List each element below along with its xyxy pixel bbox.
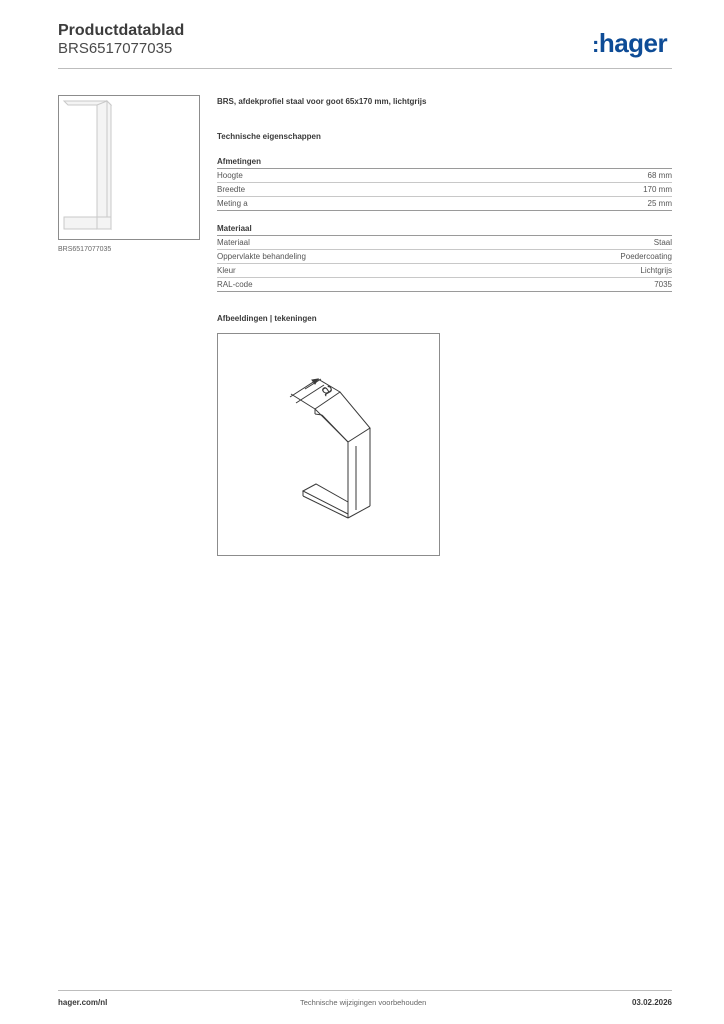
row-value: Staal (653, 238, 672, 247)
thumbnail-caption: BRS6517077035 (58, 246, 112, 253)
section-heading: Afmetingen (217, 156, 672, 169)
row-value: 25 mm (647, 199, 672, 208)
row-label: Oppervlakte behandeling (217, 252, 306, 261)
material-section (217, 223, 672, 292)
article-number: BRS6517077035 (58, 40, 173, 57)
row-value: 170 mm (643, 185, 672, 194)
table-row (217, 169, 672, 183)
header-divider (58, 68, 672, 69)
table-row (217, 264, 672, 278)
table-row (217, 250, 672, 264)
footer-website: hager.com/nl (58, 998, 108, 1007)
row-label: Kleur (217, 266, 236, 275)
table-row (217, 197, 672, 211)
row-label: Meting a (217, 199, 248, 208)
table-row (217, 278, 672, 292)
table-row (217, 236, 672, 250)
footer-disclaimer: Technische wijzigingen voorbehouden (300, 998, 427, 1007)
images-section-title: Afbeeldingen | tekeningen (217, 314, 317, 323)
row-label: Materiaal (217, 238, 250, 247)
page-title: Productdatablad (58, 22, 185, 39)
product-thumbnail (58, 95, 200, 240)
dimensions-section (217, 156, 672, 211)
footer-divider (58, 990, 672, 991)
row-label: Hoogte (217, 171, 243, 180)
technical-drawing (217, 333, 440, 556)
row-label: Breedte (217, 185, 246, 194)
product-description: BRS, afdekprofiel staal voor goot 65x170 mm, lichtgrijs (217, 97, 427, 106)
row-value: 68 mm (647, 171, 672, 180)
section-heading: Materiaal (217, 223, 672, 236)
dimension-label-a: a (317, 380, 339, 399)
row-label: RAL-code (217, 280, 253, 289)
row-value: Lichtgrijs (640, 266, 672, 275)
row-value: Poedercoating (620, 252, 672, 261)
hager-logo: :hager (592, 28, 668, 58)
row-value: 7035 (654, 280, 672, 289)
table-row (217, 183, 672, 197)
tech-properties-title: Technische eigenschappen (217, 132, 321, 141)
footer-date: 03.02.2026 (631, 998, 672, 1007)
logo-text: hager (598, 28, 668, 58)
